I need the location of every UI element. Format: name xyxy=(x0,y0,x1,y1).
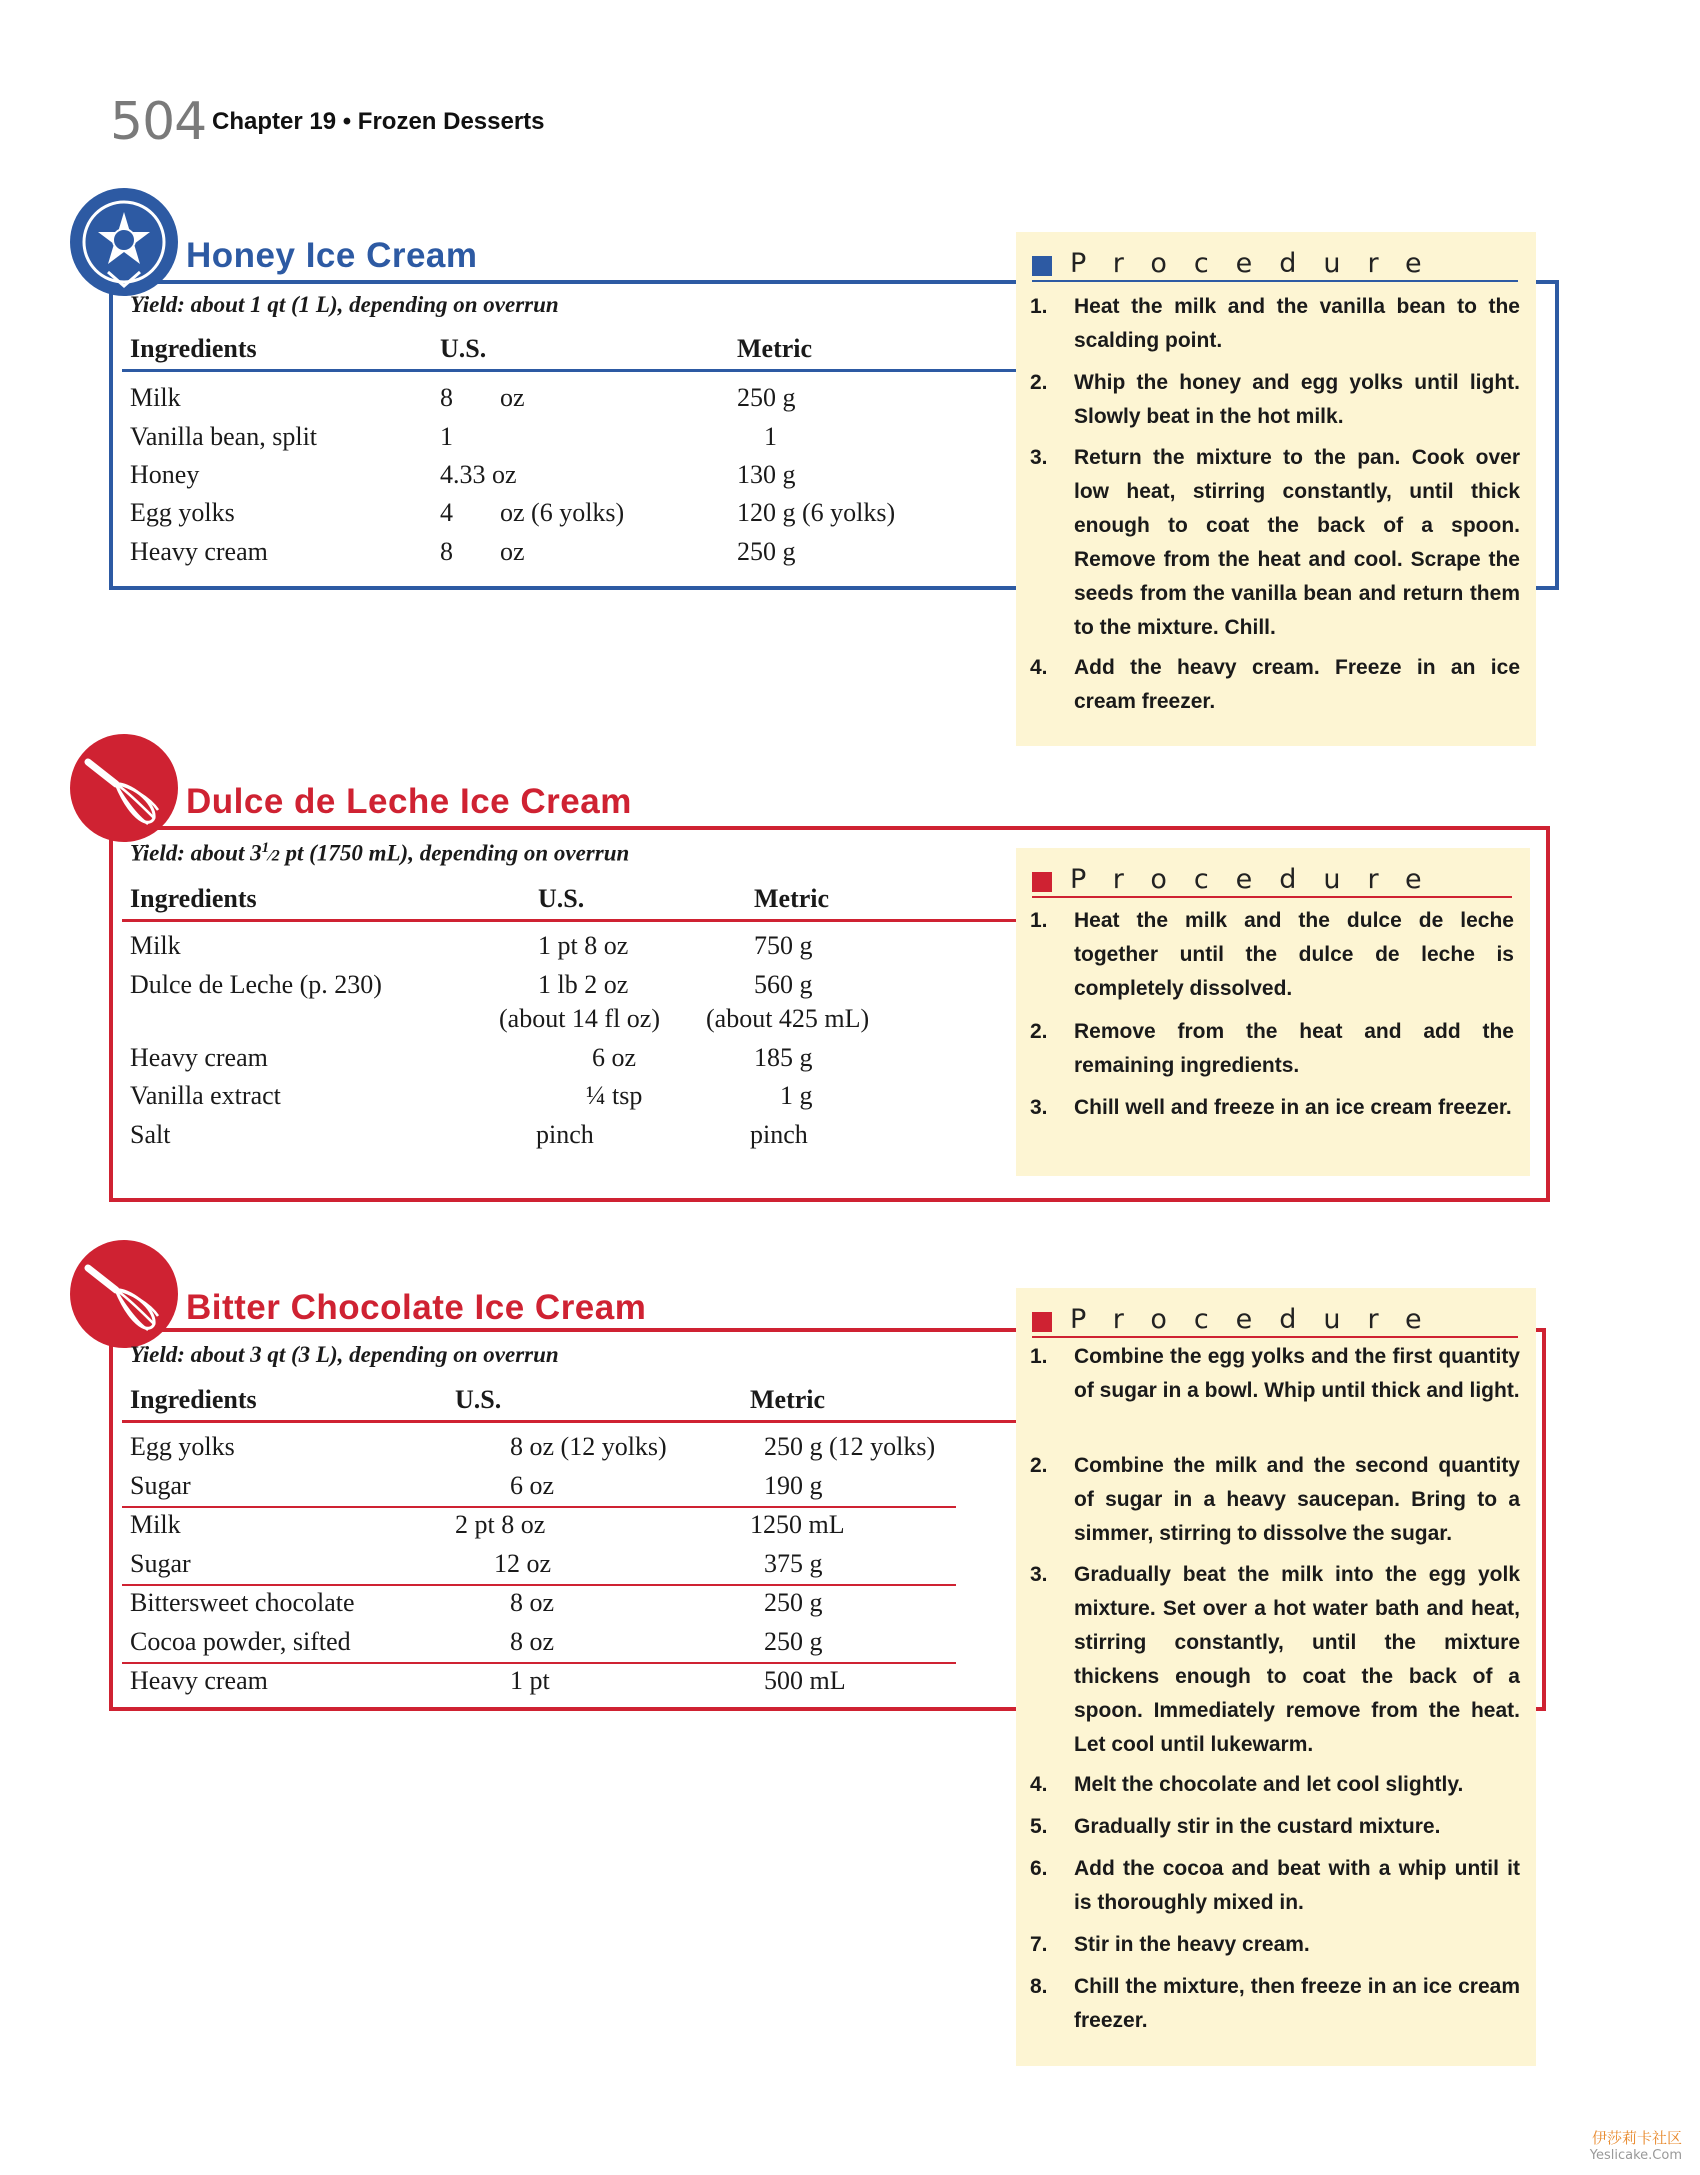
column-header-metric: Metric xyxy=(750,1385,826,1414)
recipe-yield: Yield: about $3^1⁄2$ pt (1750 mL), depending on overrun xyxy=(130,840,630,866)
procedure-step: 3. Chill well and freeze in an ice cream freezer. xyxy=(1030,1096,1512,1119)
procedure-step: 5. Gradually stir in the custard mixture. xyxy=(1030,1815,1441,1838)
column-header-us: U.S. xyxy=(440,334,487,363)
ingredient-name: Milk xyxy=(130,931,181,960)
us-quantity: 12 oz xyxy=(494,1549,552,1578)
us-quantity: pinch xyxy=(536,1120,594,1149)
ingredient-name: Sugar xyxy=(130,1471,191,1500)
metric-quantity: 250 g xyxy=(737,537,796,566)
metric-quantity: 130 g xyxy=(737,460,796,489)
ingredient-name: Heavy cream xyxy=(130,537,268,566)
page-number: 504 xyxy=(110,92,207,152)
ingredient-name: Milk xyxy=(130,1510,181,1539)
us-unit: oz (6 yolks) xyxy=(500,498,625,527)
procedure-step: 8. Chill the mixture, then freeze in an ice cream freezer. xyxy=(1030,1975,1520,2032)
metric-quantity: 1 xyxy=(764,422,777,451)
recipe-yield: Yield: about 3 qt (3 L), depending on overrun xyxy=(130,1342,559,1367)
ingredient-name: Egg yolks xyxy=(130,1432,235,1461)
us-quantity: 8 oz xyxy=(510,1627,555,1656)
recipe-title: Bitter Chocolate Ice Cream xyxy=(186,1288,647,1327)
metric-quantity: 250 g xyxy=(764,1627,823,1656)
cordon-bleu-seal-icon xyxy=(70,188,178,296)
procedure-box: Procedure 1. Heat the milk and the dulce de leche together until the dulce de leche is completely dissolved. 2. Remove from the heat and add the remaining ingredients. 3. Chill well and freeze in an ice cream freezer. xyxy=(1016,848,1530,1176)
procedure-step: 4. Add the heavy cream. Freeze in an ice cream freezer. xyxy=(1030,656,1520,713)
metric-quantity: 375 g xyxy=(764,1549,823,1578)
table-header-rule xyxy=(122,1420,1016,1423)
ingredient-name: Sugar xyxy=(130,1549,191,1578)
us-quantity: 8 xyxy=(440,383,453,412)
recipe-title: Honey Ice Cream xyxy=(186,236,478,275)
procedure-rule xyxy=(1032,280,1518,282)
metric-quantity: 1250 mL xyxy=(750,1510,845,1539)
column-header-us: U.S. xyxy=(538,884,585,913)
us-quantity: 1 pt 8 oz xyxy=(538,931,629,960)
us-unit: oz xyxy=(500,383,525,412)
us-quantity: 8 oz xyxy=(510,1588,555,1617)
procedure-step: 1. Heat the milk and the vanilla bean to the scalding point. xyxy=(1030,295,1520,352)
metric-quantity: 120 g (6 yolks) xyxy=(737,498,896,527)
ingredient-name: Egg yolks xyxy=(130,498,235,527)
column-header-us: U.S. xyxy=(455,1385,502,1414)
metric-quantity: pinch xyxy=(750,1120,808,1149)
metric-quantity: 500 mL xyxy=(764,1666,846,1695)
row-group-divider xyxy=(122,1584,956,1586)
procedure-step: 2. Remove from the heat and add the remaining ingredients. xyxy=(1030,1020,1514,1077)
ingredient-name: Heavy cream xyxy=(130,1666,268,1695)
ingredient-name: Heavy cream xyxy=(130,1043,268,1072)
row-group-divider xyxy=(122,1662,956,1664)
ingredient-name: Milk xyxy=(130,383,181,412)
ingredient-name: Vanilla extract xyxy=(130,1081,281,1110)
us-quantity: 6 oz xyxy=(592,1043,637,1072)
table-header-rule xyxy=(122,369,1016,372)
us-unit: oz xyxy=(500,537,525,566)
whisk-icon xyxy=(70,734,178,842)
table-header-rule xyxy=(122,919,1016,922)
us-quantity: 1 pt xyxy=(510,1666,550,1695)
chapter-heading: Chapter 19 • Frozen Desserts xyxy=(212,108,545,135)
row-group-divider xyxy=(122,1506,956,1508)
procedure-step: 6. Add the cocoa and beat with a whip until it is thoroughly mixed in. xyxy=(1030,1857,1520,1914)
us-quantity: 4 xyxy=(440,498,453,527)
metric-quantity: 750 g xyxy=(754,931,813,960)
procedure-step: 1. Combine the egg yolks and the first quantity of sugar in a bowl. Whip until thick and light. xyxy=(1030,1345,1520,1402)
metric-quantity: 250 g xyxy=(737,383,796,412)
us-quantity: 8 xyxy=(440,537,453,566)
ingredient-name: Salt xyxy=(130,1120,171,1149)
metric-quantity: 185 g xyxy=(754,1043,813,1072)
recipe-yield: Yield: about 1 qt (1 L), depending on overrun xyxy=(130,292,559,317)
site-watermark: 伊莎莉卡社区 Yeslicake.Com xyxy=(1589,2129,1682,2163)
recipe-title: Dulce de Leche Ice Cream xyxy=(186,782,632,821)
metric-quantity: 250 g (12 yolks) xyxy=(764,1432,936,1461)
us-quantity: 4.33 oz xyxy=(440,460,517,489)
us-quantity: 1 lb 2 oz xyxy=(538,970,629,999)
us-quantity: 6 oz xyxy=(510,1471,555,1500)
procedure-step: 3. Return the mixture to the pan. Cook over low heat, stirring constantly, until thick enough to coat the back of a spoon. Remove from the heat and cool. Scrape the seeds from the vanilla bean and return them to the mixture. Chill. xyxy=(1030,446,1520,639)
procedure-rule xyxy=(1032,1336,1518,1338)
ingredient-name: Cocoa powder, sifted xyxy=(130,1627,351,1656)
procedure-rule xyxy=(1032,896,1512,898)
ingredient-name: Vanilla bean, split xyxy=(130,422,318,451)
us-quantity: 1 xyxy=(440,422,453,451)
ingredient-name: Dulce de Leche (p. 230) xyxy=(130,970,382,999)
us-quantity-note: (about 14 fl oz) xyxy=(499,1004,661,1033)
whisk-icon xyxy=(70,1240,178,1348)
ingredient-name: Bittersweet chocolate xyxy=(130,1588,355,1617)
metric-quantity: 250 g xyxy=(764,1588,823,1617)
column-header-metric: Metric xyxy=(754,884,830,913)
procedure-bullet-icon xyxy=(1032,872,1052,892)
column-header-ingredients: Ingredients xyxy=(130,1385,257,1414)
procedure-box: Procedure 1. Combine the egg yolks and the first quantity of sugar in a bowl. Whip until thick and light. 2. Combine the milk and the second quantity of sugar in a heavy saucepan. Bring to a simmer, stirring to dissolve the sugar. 3. Gradually beat the milk into the egg yolk mixture. Set over a hot water bath and heat, stirring constantly, until the mixture thickens enough to coat the back of a spoon. Immediately remove from the heat. Let cool until lukewarm. 4. Melt the chocolate and let cool slightly. 5. Gradually stir in the custard mixture. 6. Add the cocoa and beat with a whip until it is thoroughly mixed in. 7. Stir in the heavy cream. 8. Chill the mixture, then freeze in an ice cream freezer. xyxy=(1016,1288,1536,2066)
metric-quantity: 190 g xyxy=(764,1471,823,1500)
procedure-box: Procedure 1. Heat the milk and the vanilla bean to the scalding point. 2. Whip the honey and egg yolks until light. Slowly beat in the hot milk. 3. Return the mixture to the pan. Cook over low heat, stirring constantly, until thick enough to coat the back of a spoon. Remove from the heat and cool. Scrape the seeds from the vanilla bean and return them to the mixture. Chill. 4. Add the heavy cream. Freeze in an ice cream freezer. xyxy=(1016,232,1536,746)
procedure-step: 1. Heat the milk and the dulce de leche together until the dulce de leche is completely dissolved. xyxy=(1030,909,1514,1000)
ingredient-name: Honey xyxy=(130,460,200,489)
procedure-step: 7. Stir in the heavy cream. xyxy=(1030,1933,1310,1956)
metric-quantity: 1 g xyxy=(780,1081,813,1110)
column-header-ingredients: Ingredients xyxy=(130,334,257,363)
procedure-step: 3. Gradually beat the milk into the egg yolk mixture. Set over a hot water bath and heat, stirring constantly, until the mixture thickens enough to coat the back of a spoon. Immediately remove from the heat. Let cool until lukewarm. xyxy=(1030,1563,1520,1756)
metric-quantity-note: (about 425 mL) xyxy=(706,1004,870,1033)
procedure-bullet-icon xyxy=(1032,1312,1052,1332)
procedure-bullet-icon xyxy=(1032,256,1052,276)
procedure-step: 2. Whip the honey and egg yolks until light. Slowly beat in the hot milk. xyxy=(1030,371,1520,428)
procedure-step: 2. Combine the milk and the second quantity of sugar in a heavy saucepan. Bring to a simmer, stirring to dissolve the sugar. xyxy=(1030,1454,1520,1545)
procedure-step: 4. Melt the chocolate and let cool slightly. xyxy=(1030,1773,1464,1796)
column-header-ingredients: Ingredients xyxy=(130,884,257,913)
us-quantity: 8 oz (12 yolks) xyxy=(510,1432,667,1461)
column-header-metric: Metric xyxy=(737,334,813,363)
metric-quantity: 560 g xyxy=(754,970,813,999)
us-quantity: 2 pt 8 oz xyxy=(455,1510,546,1539)
us-quantity: ¼ tsp xyxy=(586,1081,643,1110)
